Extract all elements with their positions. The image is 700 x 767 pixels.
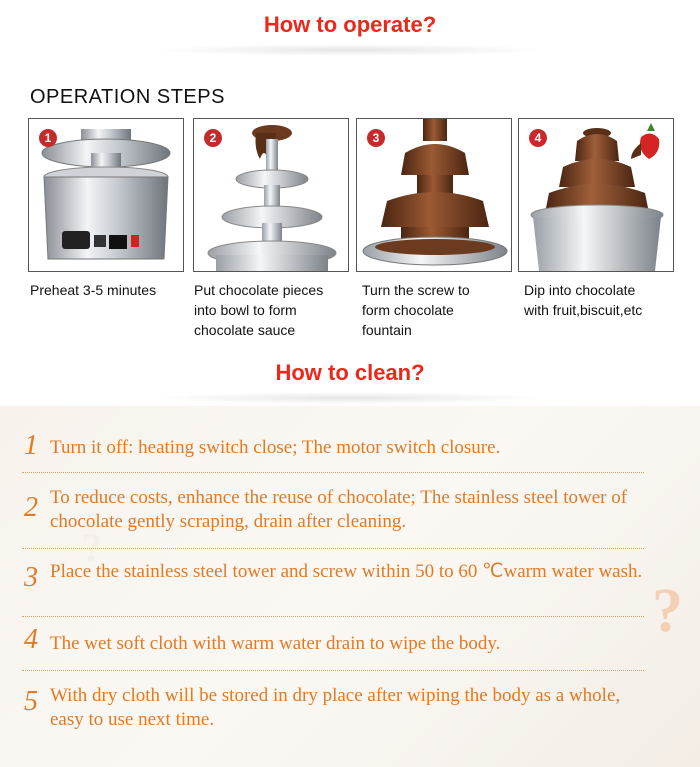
clean-step-2-text: To reduce costs, enhance the reuse of chocolate; The stainless steel tower of chocolate gently scraping, drain after cleaning.	[50, 487, 628, 532]
steps-heading: OPERATION STEPS	[30, 86, 225, 108]
operate-title: How to operate?	[263, 12, 437, 37]
title-shadow	[150, 44, 550, 56]
step-2-badge: 2	[204, 129, 222, 147]
question-mark-decoration: ?	[652, 577, 683, 645]
clean-step-1-text: Turn it off: heating switch close; The motor switch closure.	[50, 437, 501, 458]
clean-step-4	[22, 618, 644, 671]
step-1-badge: 1	[39, 129, 57, 147]
clean-step-4-text: The wet soft cloth with warm water drain to wipe the body.	[50, 633, 501, 654]
clean-step-2	[22, 474, 644, 549]
cleaning-panel	[0, 406, 700, 767]
clean-step-3-text: Place the stainless steel tower and screw within 50 to 60 ℃warm water wash.	[50, 561, 643, 582]
question-mark-decoration: ?	[82, 525, 102, 570]
clean-step-1	[22, 426, 644, 473]
step-1-image	[28, 118, 184, 272]
step-2-image	[193, 118, 349, 272]
step-4-caption: Dip into chocolate with fruit,biscuit,etc	[524, 282, 643, 318]
step-3-image	[356, 118, 512, 272]
clean-step-3-number: 3	[24, 562, 38, 593]
clean-step-5	[22, 672, 644, 738]
step-2-caption: Put chocolate pieces into bowl to form chocolate sauce	[194, 282, 324, 338]
step-4-badge: 4	[529, 129, 547, 147]
step-3-badge: 3	[367, 129, 385, 147]
title-shadow	[150, 392, 550, 404]
clean-title: How to clean?	[275, 360, 425, 385]
step-3-caption: Turn the screw to form chocolate fountain	[362, 282, 470, 338]
clean-step-1-number: 1	[24, 430, 38, 461]
clean-step-5-text: With dry cloth will be stored in dry place after wiping the body as a whole, easy to use next time.	[50, 685, 621, 730]
clean-step-5-number: 5	[24, 686, 38, 717]
step-4-image	[518, 118, 674, 272]
step-1-caption: Preheat 3-5 minutes	[30, 282, 157, 298]
clean-step-2-number: 2	[24, 492, 38, 523]
clean-step-4-number: 4	[24, 624, 38, 655]
clean-step-3	[22, 550, 644, 617]
